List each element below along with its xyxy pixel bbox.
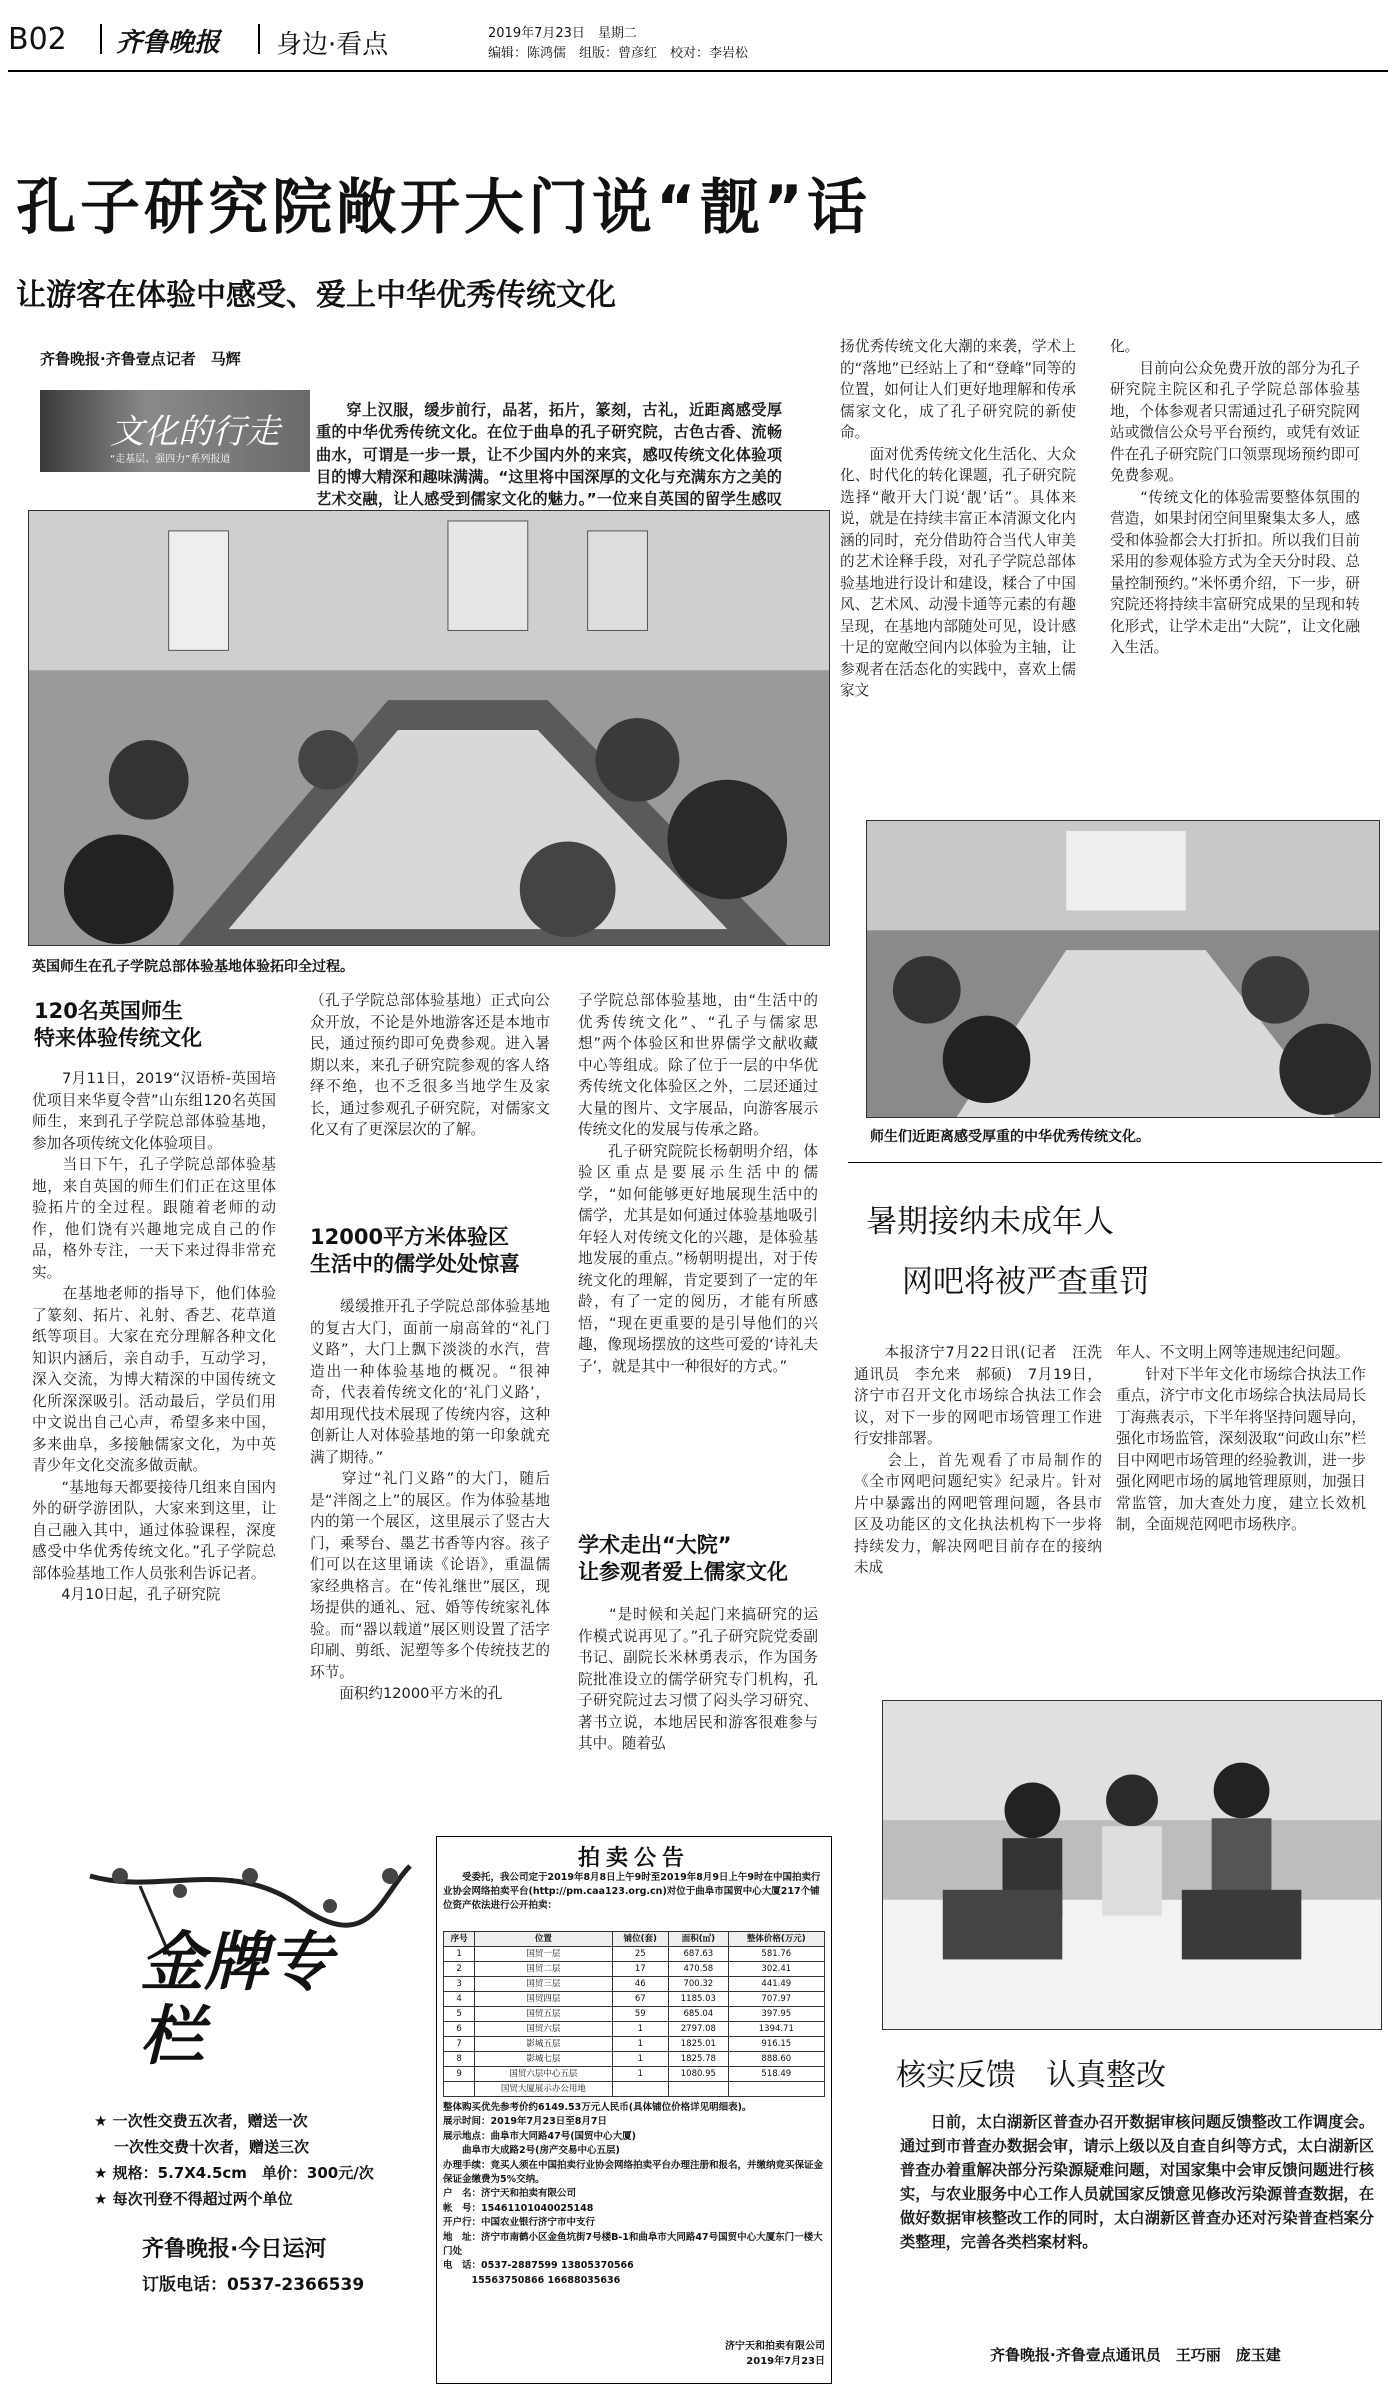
right-photo-image — [867, 821, 1379, 1117]
star-icon: ★ — [94, 2164, 113, 2182]
headline-title: 孔子研究院敞开大门说“靓”话 — [16, 173, 871, 243]
headline-subtitle: 让游客在体验中感受、爱上中华优秀传统文化 — [16, 278, 616, 313]
office-photo-image — [883, 1701, 1381, 2029]
masthead — [8, 14, 1388, 66]
table-row: 2 国贸二层 17 470.58 302.41 — [444, 1962, 825, 1977]
ad-title: 金牌专栏 — [140, 1925, 332, 2074]
article1-col2b: 缓缓推开孔子学院总部体验基地的复古大门，面前一扇高耸的“礼门义路”，大门上飘下淡淡的水汽，营造出一种体验基地的概况。“很神奇，代表着传统文化的‘礼门义路’，却用现代技术展现了传统内容，这种创新让人对体验基地的第一印象就充满了期待。” 穿过“礼门义路”的大门，随后是“泮阁之上”的展区。作为体验基地内的第一个展区，这里展示了竖古大门，乘琴台、墨艺书香等内容。孩子们可以在这里诵读《论语》，重温儒家经典格言。在“传礼继世”展区，现场提供的通礼、冠、婚等传统家礼体验。而“器以载道”展区则设置了活字印刷、剪纸、泥塑等多个传统技艺的环节。 面积约12000平方米的孔 — [310, 1298, 550, 1702]
paper-name: 齐鲁晚报 — [116, 28, 221, 58]
ad-bullet: ★ 一次性交费五次者，赠送一次 — [94, 2112, 308, 2130]
article3-body: 日前，太白湖新区普查办召开数据审核问题反馈整改工作调度会。通过到市普查办数据会审，请示上级以及自查自纠等方式，太白湖新区普查办着重解决部分污染源疑难问题，对国家集中会审反馈问题进行核实，与农业服务中心工作人员就国家反馈意见修改污染源普查数据，在做好数据审核整改工作的同时，太白湖新区普查办还对污染普查档案分类整理，完善各类档案材料。 — [900, 2113, 1374, 2251]
star-icon: ★ — [94, 2112, 113, 2130]
article1-col5: 化。 目前向公众免费开放的部分为孔子研究院主院区和孔子学院总部体验基地，个体参观者只需通过孔子研究院网站或微信公众号平台预约，或凭有效证件在孔子研究院门口领票现场预约即可免费参观。 “传统文化的体验需要整体氛围的营造，如果封闭空间里聚集太多人，感受和体验都会大打折扣。所以我们目前采用的参观体验方式为全天分时段、总量控制预约。”米怀勇介绍，下一步，研究院还将持续丰富研究成果的呈现和转化形式，让学术走出“大院”，让文化融入生活。 — [1110, 338, 1360, 656]
article2-col2: 年人、不文明上网等违规违纪问题。 针对下半年文化市场综合执法工作重点，济宁市文化市场综合执法局局长丁海燕表示，下半年将坚持问题导向，强化市场监管，深刻汲取“问政山东”栏目中网吧市场管理的经验教训，进一步强化网吧市场的属地管理原则，加强日常监管，加大查处力度，建立长效机制，全面规范网吧市场秩序。 — [1116, 1344, 1366, 1533]
article2-rule — [848, 1162, 1382, 1163]
table-row: 9 国贸六层中心五层 1 1080.95 518.49 — [444, 2067, 825, 2082]
auction-intro: 受委托，我公司定于2019年8月8日上午9时至2019年8月9日上午9时在中国拍卖行业协会网络拍卖平台(http://pm.caa123.org.cn)对位于曲阜市国贸中心大厦217个铺位资产依法进行公开拍卖： — [443, 1872, 821, 1911]
main-photo-image — [29, 511, 829, 945]
article1-col3a: 子学院总部体验基地，由“生活中的优秀传统文化”、“孔子与儒家思想”两个体验区和世界儒学文献收藏中心等组成。除了位于一层的中华优秀传统文化体验区之外，二层还通过大量的图片、文字展品，向游客展示传统文化的发展与传承之路。 孔子研究院院长杨朝明介绍，体验区重点是要展示生活中的儒学，“如何能够更好地展现生活中的儒学，尤其是如何通过体验基地吸引年轻人对传统文化的兴趣，是体验基地发展的重点。”杨朝明提出，对于传统文化的理解，肯定要到了一定的年龄，有了一定的阅历，才能有所感悟，“现在更重要的是引导他们的兴趣，像现场摆放的这些可爱的‘诗礼夫子’，就是其中一种很好的方式。” — [578, 992, 818, 1375]
article2-col1: 本报济宁7月22日讯(记者 汪洗 通讯员 李允来 郝硕) 7月19日，济宁市召开文化市场综合执法工作会议，对下一步的网吧市场管理工作进行安排部署。 会上，首先观看了市局制作的《全市网吧问题纪实》纪录片。针对片中暴露出的网吧管理问题，各县市区及功能区的文化执法机构下一步将持续发力，解决网吧目前存在的接纳未成 — [854, 1344, 1102, 1576]
ad-bullet: ★ 每次刊登不得超过两个单位 — [94, 2190, 293, 2208]
ad-box — [80, 1836, 420, 2376]
main-photo — [28, 510, 830, 946]
auction-col-header: 整体价格(万元) — [728, 1932, 824, 1947]
table-row: 国贸大厦展示办公用地 — [444, 2082, 825, 2097]
ad-paper: 齐鲁晚报·今日运河 — [142, 2237, 327, 2262]
series-logo-title: 文化的行走 — [110, 412, 280, 452]
table-row: 8 影城七层 1 1825.78 888.60 — [444, 2052, 825, 2067]
lead-text: 穿上汉服，缓步前行，品茗，拓片，篆刻，古礼，近距离感受厚重的中华优秀传统文化。在位于曲阜的孔子研究院，古色古香、流畅曲水，可谓是一步一景，让不少国内外的来宾，感叹传统文化体验项目的博大精深和趣味满满。“这里将中国深厚的文化与充满东方之美的艺术交融，让人感受到儒家文化的魅力。”一位来自英国的留学生感叹 — [316, 400, 782, 509]
star-icon: ★ — [94, 2190, 113, 2208]
byline: 齐鲁晚报·齐鲁壹点记者 马辉 — [40, 350, 241, 368]
ad-bullet: ★ 规格：5.7X4.5cm 单价：300元/次 — [94, 2164, 374, 2182]
subhead-english-teachers: 120名英国师生 特来体验传统文化 — [34, 999, 202, 1050]
auction-col-header: 位置 — [475, 1932, 612, 1947]
office-photo — [882, 1700, 1382, 2030]
auction-body: 整体购买优先参考价约6149.53万元人民币(具体铺位价格详见明细表)。 展示时间：2019年7月23日至8月7日 展示地点：曲阜市大同路47号(国贸中心大厦) 曲阜市大成路2号(房产交易中心五层) 办理手续：竞买人须在中国拍卖行业协会网络拍卖平台办理注册和报名，并缴纳竞买保证金保证金缴费为5%交纳。 户 名：济宁天和拍卖有限公司 帐 号：15461101040025148 开户行：中国农业银行济宁市中支行 地 址：济宁市南鹤小区金鱼坑街7号楼B-1和曲阜市大同路47号国贸中心大厦东门一楼大门处 电 话：0537-2887599 13805370566 15563750866 16688035636 — [443, 2102, 824, 2286]
ad-phone: 订版电话：0537-2366539 — [142, 2275, 365, 2295]
page-code: B02 — [8, 22, 67, 57]
article3-title: 核实反馈 认真整改 — [896, 2058, 1166, 2093]
right-photo-caption: 师生们近距离感受厚重的中华优秀传统文化。 — [870, 1129, 1150, 1145]
masthead-divider — [100, 24, 102, 54]
auction-notice — [436, 1836, 832, 2384]
table-row: 7 影城五层 1 1825.01 916.15 — [444, 2037, 825, 2052]
staff-credits: 编辑：陈鸿儒 组版：曾彦红 校对：李岩松 — [488, 46, 749, 61]
table-row: 6 国贸六层 1 2797.08 1394.71 — [444, 2022, 825, 2037]
series-logo-sub: “走基层、强四力”系列报道 — [110, 454, 231, 465]
auction-col-header: 铺位(套) — [612, 1932, 669, 1947]
masthead-rule — [8, 70, 1388, 72]
ad-bullets — [94, 2108, 414, 2212]
main-photo-caption: 英国师生在孔子学院总部体验基地体验拓印全过程。 — [32, 959, 354, 975]
article1-col2a: （孔子学院总部体验基地）正式向公众开放，不论是外地游客还是本地市民，通过预约即可免费参观。进入暑期以来，来孔子研究院参观的客人络绎不绝，也不乏很多当地学生及家长，通过参观孔子研究院，对儒家文化又有了更深层次的了解。 — [310, 992, 550, 1138]
article1-col4a: 扬优秀传统文化大潮的来袭，学术上的“落地”已经站上了和“登峰”同等的位置，如何让人们更好地理解和传承儒家文化，成了孔子研究院的新使命。 面对优秀传统文化生活化、大众化、时代化的转化课题，孔子研究院选择“敞开大门说‘靓’话”。具体来说，就是在持续丰富正本清源文化内涵的同时，充分借助符合当代人审美的艺术诠释手段，对孔子学院总部体验基地进行设计和建设，糅合了中国风、艺术风、动漫卡通等元素的有趣呈现，在基地内部随处可见，设计感十足的宽敞空间内以体验为主轴，让参观者在活态化的实践中，喜欢上儒家文 — [840, 338, 1076, 699]
series-logo — [40, 390, 310, 472]
auction-col-header: 序号 — [444, 1932, 475, 1947]
auction-title: 拍卖公告 — [577, 1846, 690, 1871]
table-row: 3 国贸三层 46 700.32 441.49 — [444, 1977, 825, 1992]
issue-date: 2019年7月23日 星期二 — [488, 26, 637, 41]
article1-col3b: “是时候和关起门来搞研究的运作模式说再见了。”孔子研究院党委副书记、副院长米林勇表示，作为国务院批准设立的儒学研究专门机构，孔子研究院过去习惯了闷头学习研究、著书立说，本地居民和游客很难参与其中。随着弘 — [578, 1606, 818, 1752]
masthead-divider-2 — [258, 24, 260, 54]
article1-col1: 7月11日，2019“汉语桥-英国培优项目来华夏令营”山东组120名英国师生，来到孔子学院总部体验基地，参加各项传统文化体验项目。 当日下午，孔子学院总部体验基地，来自英国的师生们们正在这里体验拓片的全过程。跟随着老师的动作，他们饶有兴趣地完成自己的作品，格外专注，一天下来过得非常充实。 在基地老师的指导下，他们体验了篆刻、拓片、礼射、香艺、花草道纸等项目。大家在充分理解各种文化知识内涵后，亲自动手，互动学习，深入交流，为博大精深的中国传统文化所深深吸引。活动最后，学员们用中文说出自己心声，希望多来中国，多来曲阜，多接触儒家文化，为中英青少年文化交流多做贡献。 “基地每天都要接待几组来自国内外的研学游团队，大家来到这里，让自己融入其中，通过体验课程，深度感受中华优秀传统文化。”孔子学院总部体验基地工作人员张利告诉记者。 4月10日起，孔子研究院 — [32, 1070, 276, 1603]
ad-bullet: 一次性交费十次者，赠送三次 — [114, 2138, 310, 2156]
table-row: 1 国贸一层 25 687.63 581.76 — [444, 1947, 825, 1962]
article2-title-1: 暑期接纳未成年人 — [866, 1204, 1114, 1240]
article2-title-2: 网吧将被严查重罚 — [902, 1264, 1150, 1300]
auction-date: 2019年7月23日 — [746, 2356, 825, 2367]
auction-col-header: 面积(㎡) — [669, 1932, 729, 1947]
article3-byline: 齐鲁晚报·齐鲁壹点通讯员 王巧丽 庞玉建 — [990, 2346, 1281, 2364]
table-row: 5 国贸五层 59 685.04 397.95 — [444, 2007, 825, 2022]
auction-table — [443, 1931, 825, 2097]
section-title: 身边·看点 — [276, 30, 389, 60]
right-photo — [866, 820, 1380, 1118]
table-row: 4 国贸四层 67 1185.03 707.97 — [444, 1992, 825, 2007]
auction-company: 济宁天和拍卖有限公司 — [725, 2341, 825, 2352]
subhead-academia: 学术走出“大院” 让参观者爱上儒家文化 — [578, 1533, 788, 1584]
subhead-experience-area: 12000平方米体验区 生活中的儒学处处惊喜 — [310, 1225, 520, 1276]
